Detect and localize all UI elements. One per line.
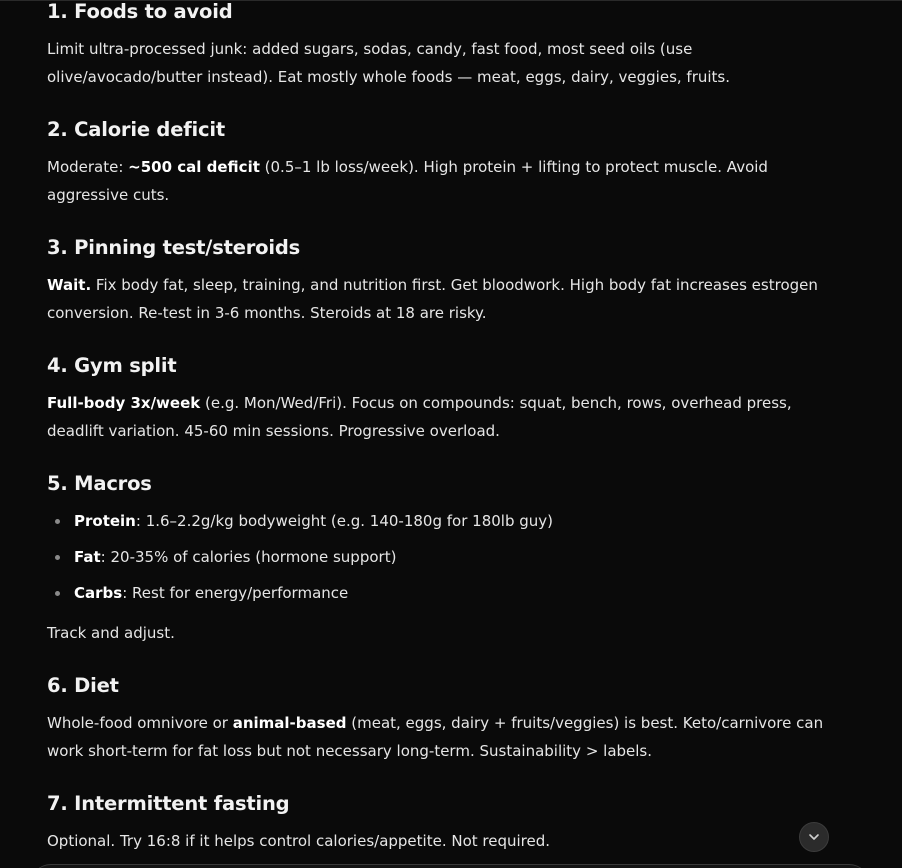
paragraph-line: Limit ultra-processed junk: added sugars, sodas, candy, fast food, most seed oils (use: [47, 40, 693, 58]
list-item: [47, 579, 553, 615]
section-paragraph: [47, 271, 837, 327]
paragraph-bold: animal-based: [232, 714, 347, 732]
bullet-text: : 20-35% of calories (hormone support): [100, 548, 397, 566]
bullet-dot: [55, 519, 60, 524]
paragraph-text: Moderate:: [47, 158, 129, 176]
bullet-label: Protein: [74, 512, 136, 530]
bullet-dot: [55, 555, 60, 560]
bullet-text: : 1.6–2.2g/kg bodyweight (e.g. 140-180g for 180lb guy): [135, 512, 554, 530]
paragraph-bold: Wait.: [47, 276, 92, 294]
macros-list: [47, 507, 553, 615]
paragraph-text: (meat, eggs, dairy + fruits/veggies) is best. Keto/carnivore can: [346, 714, 824, 732]
paragraph-line: conversion. Re-test in 3-6 months. Steroids at 18 are risky.: [47, 304, 487, 322]
paragraph-line: deadlift variation. 45-60 min sessions. Progressive overload.: [47, 422, 500, 440]
section-heading: 2. Calorie deficit: [47, 118, 225, 141]
scroll-to-bottom-button[interactable]: [799, 822, 829, 852]
paragraph-bold: ~500 cal deficit: [128, 158, 260, 176]
paragraph-bold: Full-body 3x/week: [47, 394, 201, 412]
section-heading: 7. Intermittent fasting: [47, 792, 290, 815]
section-paragraph: [47, 35, 837, 91]
chevron-down-icon: [807, 830, 821, 844]
bullet-text: : Rest for energy/performance: [122, 584, 349, 602]
section-heading: 1. Foods to avoid: [47, 0, 233, 23]
paragraph-line: olive/avocado/butter instead). Eat mostly whole foods — meat, eggs, dairy, veggies, fruits.: [47, 68, 731, 86]
section-heading: 6. Diet: [47, 674, 119, 697]
list-item: [47, 543, 553, 579]
section-heading: 5. Macros: [47, 472, 152, 495]
section-paragraph: Track and adjust.: [47, 624, 175, 642]
paragraph-text: (0.5–1 lb loss/week). High protein + lifting to protect muscle. Avoid: [259, 158, 768, 176]
paragraph-text: Whole-food omnivore or: [47, 714, 233, 732]
section-heading: 4. Gym split: [47, 354, 177, 377]
section-paragraph: [47, 389, 837, 445]
paragraph-text: Fix body fat, sleep, training, and nutrition first. Get bloodwork. High body fat increases estrogen: [91, 276, 818, 294]
section-paragraph: [47, 153, 837, 209]
bullet-label: Fat: [74, 548, 101, 566]
bullet-dot: [55, 591, 60, 596]
paragraph-line: aggressive cuts.: [47, 186, 170, 204]
section-paragraph: [47, 709, 837, 765]
section-heading: 3. Pinning test/steroids: [47, 236, 301, 259]
bullet-label: Carbs: [74, 584, 123, 602]
paragraph-text: (e.g. Mon/Wed/Fri). Focus on compounds: squat, bench, rows, overhead press,: [200, 394, 792, 412]
message-composer[interactable]: [30, 864, 870, 868]
paragraph-line: work short-term for fat loss but not necessary long-term. Sustainability > labels.: [47, 742, 653, 760]
list-item: [47, 507, 553, 543]
section-paragraph: Optional. Try 16:8 if it helps control calories/appetite. Not required.: [47, 832, 551, 850]
